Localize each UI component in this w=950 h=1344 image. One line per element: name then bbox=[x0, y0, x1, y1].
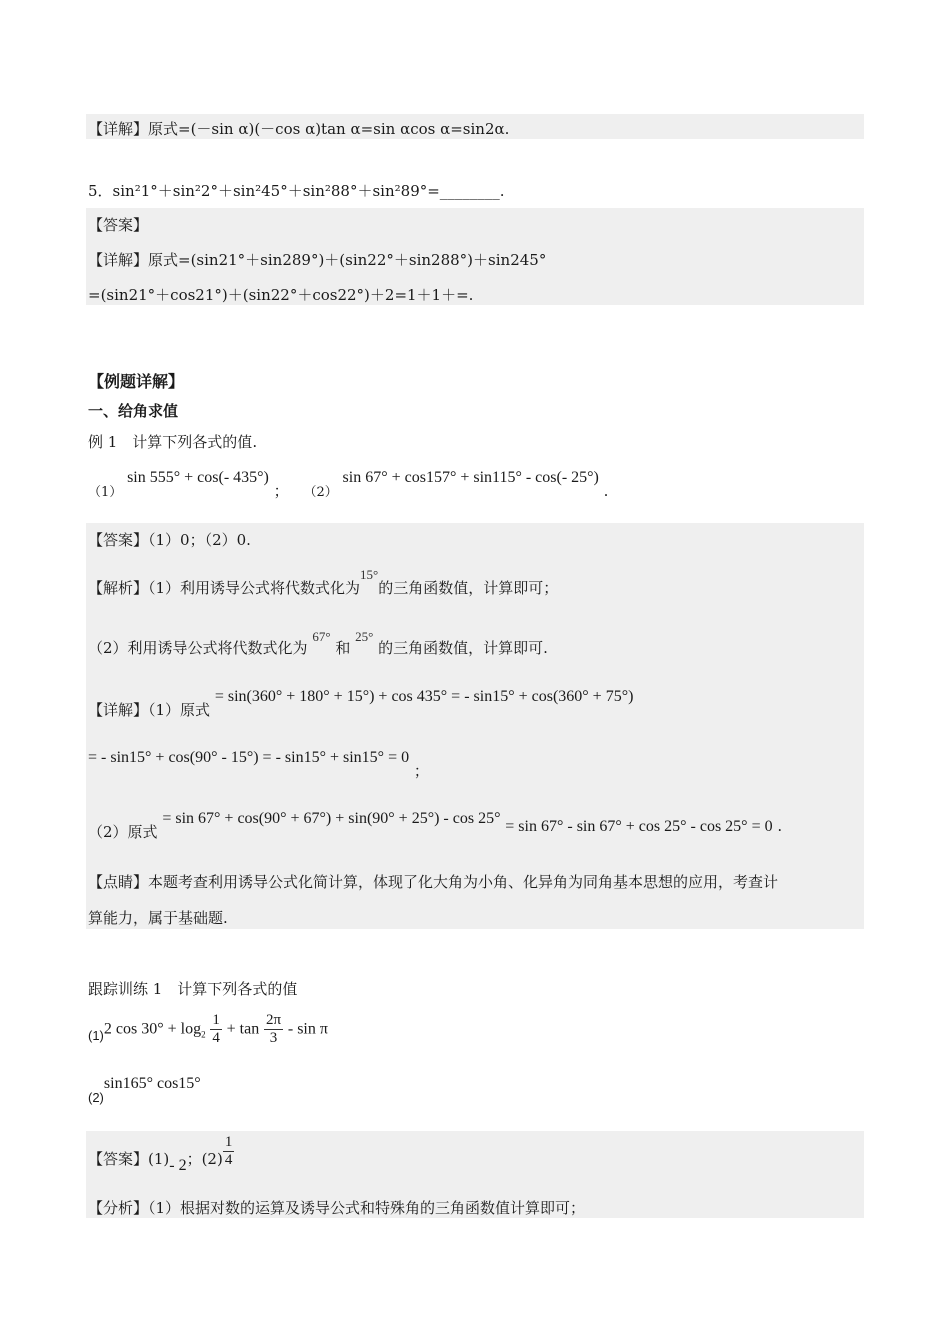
example1-answer: 【答案】（1）0；（2）0. bbox=[88, 531, 251, 549]
q1-frac-two-pi-thirds bbox=[264, 1012, 283, 1047]
detail2 bbox=[88, 807, 783, 841]
q5-detail-line1: 【详解】原式=(sin21°＋sin289°)＋(sin22°＋sin288°)＋sin245° bbox=[88, 251, 547, 269]
q1-expr-c: - sin π bbox=[287, 1020, 328, 1038]
analysis2-deg1: 67° bbox=[312, 629, 331, 644]
remark-line2: 算能力，属于基础题. bbox=[88, 909, 228, 927]
analysis1-post: 的三角函数值，计算即可； bbox=[378, 579, 559, 597]
answer-frac bbox=[223, 1134, 235, 1169]
q5-answer-label: 【答案】 bbox=[88, 216, 149, 234]
q1-log-base: 2 bbox=[201, 1029, 206, 1040]
analysis2-deg2: 25° bbox=[355, 629, 374, 644]
prev-detail: 【详解】原式=(－sin α)(－cos α)tan α=sin αcos α=sin2α. bbox=[88, 120, 510, 138]
q1-frac-quarter bbox=[210, 1012, 222, 1047]
q1-frac1-den: 4 bbox=[212, 1030, 220, 1046]
analysis2-post: 的三角函数值，计算即可. bbox=[378, 639, 548, 657]
part2-expr: sin 67° + cos157° + sin115° - cos(- 25°) bbox=[342, 469, 599, 486]
detail1-end: ； bbox=[413, 762, 429, 780]
q2-label: (2) bbox=[88, 1090, 104, 1105]
q1-frac2-den: 3 bbox=[269, 1030, 278, 1046]
detail1-cont bbox=[88, 746, 429, 780]
q5-question: 5．sin²1°＋sin²2°＋sin²45°＋sin²88°＋sin²89°=________. bbox=[88, 182, 505, 200]
analysis2 bbox=[88, 629, 548, 658]
practice1-answer bbox=[88, 1134, 234, 1174]
detail1-label: 【详解】（1）原式 bbox=[88, 701, 211, 719]
answer-v1: - 2 bbox=[169, 1156, 187, 1174]
q5-detail-line2: =(sin21°＋cos21°)＋(sin22°＋cos22°)＋2=1＋1＋=. bbox=[88, 286, 474, 304]
analysis2-pre: （2）利用诱导公式将代数式化为 bbox=[88, 639, 308, 657]
answer-den: 4 bbox=[224, 1152, 233, 1168]
analysis1-deg: 15° bbox=[360, 567, 379, 582]
example1-label: 例 1 计算下列各式的值. bbox=[88, 433, 258, 451]
detail1-expr: = sin(360° + 180° + 15°) + cos 435° = - sin15° + cos(360° + 75°) bbox=[214, 688, 634, 705]
q1-label: (1) bbox=[88, 1027, 104, 1043]
answer-sep: ；(2) bbox=[186, 1149, 223, 1168]
answer-num: 1 bbox=[224, 1134, 233, 1150]
q1-expr-a: 2 cos 30° + log bbox=[103, 1020, 202, 1038]
part1-label: （1） bbox=[88, 485, 123, 500]
part2-label: （2） bbox=[303, 485, 338, 500]
detail1-cont-expr: = - sin15° + cos(90° - 15°) = - sin15° + sin15° = 0 bbox=[88, 749, 410, 766]
sep: ； bbox=[273, 482, 289, 500]
q1-frac2-num: 2π bbox=[266, 1012, 282, 1028]
detail2-expr2: = sin 67° - sin 67° + cos 25° - cos 25° = 0 bbox=[505, 818, 773, 835]
end-dot: . bbox=[603, 482, 609, 500]
practice1-q2 bbox=[88, 1074, 201, 1105]
detail1 bbox=[88, 685, 634, 719]
answer-label: 【答案】(1) bbox=[88, 1149, 170, 1168]
practice1-q1 bbox=[88, 1012, 328, 1047]
detail2-label: （2）原式 bbox=[88, 823, 158, 841]
q2-expr: sin165° cos15° bbox=[103, 1075, 201, 1092]
section-subtitle: 一、给角求值 bbox=[88, 402, 179, 420]
q1-frac1-num: 1 bbox=[212, 1012, 220, 1028]
detail2-expr: = sin 67° + cos(90° + 67°) + sin(90° + 25°) - cos 25° bbox=[162, 810, 501, 827]
analysis1-pre: 【解析】（1）利用诱导公式将代数式化为 bbox=[88, 579, 361, 597]
detail2-end: . bbox=[777, 817, 783, 835]
practice1-label: 跟踪训练 1 计算下列各式的值 bbox=[88, 980, 298, 998]
example1-parts bbox=[88, 466, 609, 500]
part1-expr: sin 555° + cos(- 435°) bbox=[127, 469, 269, 486]
section-title: 【例题详解】 bbox=[88, 372, 185, 391]
q1-expr-b: + tan bbox=[226, 1020, 260, 1038]
practice1-analysis: 【分析】（1）根据对数的运算及诱导公式和特殊角的三角函数值计算即可； bbox=[88, 1199, 586, 1217]
analysis2-and: 和 bbox=[335, 639, 351, 657]
remark-line1: 【点睛】本题考查利用诱导公式化简计算，体现了化大角为小角、化异角为同角基本思想的应用，考查计 bbox=[88, 873, 779, 891]
analysis1 bbox=[88, 567, 559, 598]
